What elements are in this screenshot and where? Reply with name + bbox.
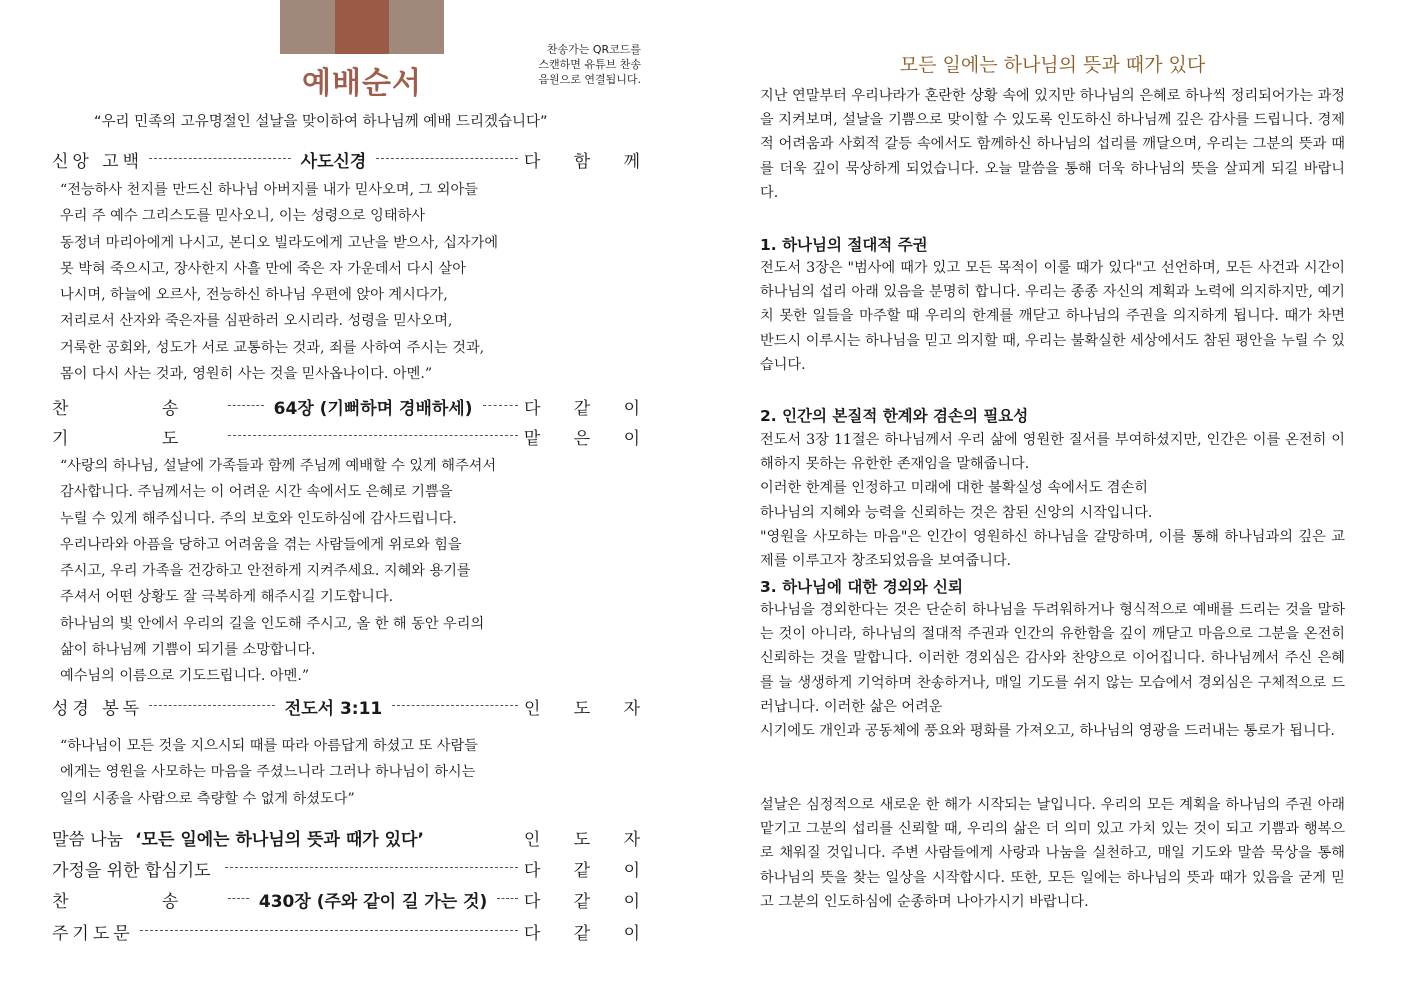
text-line: 누릴 수 있게 해주십니다. 주의 보호와 인도하심에 감사드립니다. — [60, 510, 457, 527]
order-label: 기 도 — [52, 428, 223, 449]
order-leader: 인 도 자 — [523, 698, 655, 719]
order-item: 430장 (주와 같이 길 가는 것) — [258, 891, 488, 912]
text-line: 하나님의 빛 안에서 우리의 길을 인도해 주시고, 올 한 해 동안 우리의 — [60, 615, 485, 632]
order-label: 가정을 위한 합심기도 — [52, 860, 211, 881]
leader-dots — [228, 405, 263, 407]
color-block — [280, 0, 335, 54]
text-line: 에게는 영원을 사모하는 마음을 주셨느니라 그러나 하나님이 하시는 — [60, 764, 476, 781]
section-paragraph: "영원을 사모하는 마음"은 인간이 영원하신 하나님을 갈망하며, 이를 통해 하나님과의 깊은 교제를 이루고자 창조되었음을 보여줍니다. — [760, 528, 1345, 570]
leader-dots — [228, 435, 518, 437]
text-line: 예수님의 이름으로 기도드립니다. 아멘.” — [60, 668, 310, 685]
text-line: 동정녀 마리아에게 나시고, 본디오 빌라도에게 고난을 받으사, 십자가에 — [60, 234, 499, 251]
text-line: 우리나라와 아픔을 당하고 어려움을 겪는 사람들에게 위로와 힘을 — [60, 536, 462, 553]
order-item: 사도신경 — [300, 151, 367, 172]
text-line: 우리 주 예수 그리스도를 믿사오니, 이는 성령으로 잉태하사 — [60, 208, 426, 225]
order-item: 전도서 3:11 — [284, 698, 383, 719]
creed-text — [60, 177, 638, 387]
text-line: 감사합니다. 주님께서는 이 어려운 시간 속에서도 은혜로 기쁨을 — [60, 484, 453, 501]
order-leader: 인 도 자 — [523, 829, 654, 850]
leader-dots — [392, 705, 518, 707]
leader-dots — [497, 898, 518, 900]
order-label: 주기도문 — [52, 923, 134, 944]
order-label: 신앙 고백 — [52, 151, 144, 172]
order-row-scripture — [52, 693, 655, 719]
order-leader: 다 같 이 — [523, 891, 654, 912]
text-line: 주셔서 어떤 상황도 잘 극복하게 해주시길 기도합니다. — [60, 589, 394, 606]
order-item: 64장 (기뻐하며 경배하세) — [273, 398, 473, 419]
order-row-family-prayer — [52, 855, 654, 881]
leader-dots — [228, 898, 249, 900]
text-line: “전능하사 천지를 만드신 하나님 아버지를 내가 믿사오며, 그 외아들 — [60, 182, 478, 198]
color-block — [389, 0, 444, 54]
closing-paragraph: 설날은 심정적으로 새로운 한 해가 시작되는 날입니다. 우리의 모든 계획을 하나님의 주권 아래 맡기고 그분의 섭리를 신뢰할 때, 우리의 삶은 더 의미 있고 가치 있는 것이 되고 기쁨과 행복으로 채워질 것입니다. 주변 사람들에게 사랑과 나눔을 실천하고, 매일 기도와 말씀 묵상을 통해 하나님의 뜻을 찾는 일상을 시작합시다. 또한, 모든 일에는 하나님의 뜻과 때가 있음을 굳게 믿고 그분의 인도하심에 순종하며 나아가시기 바랍니다. — [760, 797, 1345, 910]
order-row-lords-prayer — [52, 918, 654, 944]
text-line: 삶이 하나님께 기쁨이 되기를 소망합니다. — [60, 642, 316, 659]
qr-note-line: 스캔하면 유튜브 찬송 — [538, 58, 641, 71]
color-block — [335, 0, 390, 54]
text-line: 나시며, 하늘에 오르사, 전능하신 하나님 우편에 앉아 계시다가, — [60, 287, 448, 304]
qr-note-line: 찬송가는 QR코드를 — [546, 43, 641, 56]
text-line: 거룩한 공회와, 성도가 서로 교통하는 것과, 죄를 사하여 주시는 것과, — [60, 339, 485, 356]
section-body — [760, 598, 1345, 743]
scripture-text — [60, 733, 638, 812]
section-body — [760, 428, 1345, 573]
qr-note-line: 음원으로 연결됩니다. — [538, 73, 641, 86]
leader-dots — [376, 158, 518, 160]
section-heading: 2. 인간의 본질적 한계와 겸손의 필요성 — [760, 407, 1029, 425]
leader-dots — [225, 867, 518, 869]
leader-dots — [149, 705, 275, 707]
title-color-bar — [280, 0, 444, 54]
section-body: 전도서 3장은 "범사에 때가 있고 모든 목적이 이룰 때가 있다"고 선언하며, 모든 사건과 시간이 하나님의 섭리 아래 있음을 분명히 합니다. 우리는 종종 자신의 계획과 노력에 의지하지만, 예기치 못한 일들을 마주할 때 우리의 한계를 깨닫고 하나님의 주권을 의지하게 됩니다. 때가 차면 반드시 이루시는 하나님을 믿고 의지할 때, 우리는 불확실한 세상에서도 참된 평안을 누릴 수 있습니다. — [760, 260, 1345, 373]
order-row-prayer — [52, 423, 654, 449]
section-paragraph: 시기에도 개인과 공동체에 풍요와 평화를 가져오고, 하나님의 영광을 드러내는 통로가 됩니다. — [760, 723, 1335, 740]
section-paragraph: 하나님을 경외한다는 것은 단순히 하나님을 두려워하거나 형식적으로 예배를 드리는 것을 말하는 것이 아니라, 하나님의 절대적 주권과 인간의 유한함을 깊이 깨닫고 마음으로 그분을 온전히 신뢰하는 것을 말합니다. 이러한 경외심은 감사와 찬양으로 이어집니다. 하나님께서 주신 은혜를 늘 생생하게 기억하며 찬송하거나, 매일 기도를 쉬지 않는 모습에서 경외심은 구체적으로 드러납니다. 이러한 삶은 어려운 — [760, 602, 1345, 715]
order-label: 찬 송 — [52, 398, 223, 419]
order-row-hymn — [52, 393, 655, 419]
text-line: “하나님이 모든 것을 지으시되 때를 따라 아름답게 하셨고 또 사람들 — [60, 738, 478, 754]
order-label: 성경 봉독 — [52, 698, 144, 719]
order-label: 찬 송 — [52, 891, 223, 912]
order-row-sermon — [52, 824, 654, 850]
sermon-title: ‘모든 일에는 하나님의 뜻과 때가 있다’ — [135, 829, 424, 850]
order-label: 말씀 나눔 — [52, 829, 124, 850]
sermon-intro: 지난 연말부터 우리나라가 혼란한 상황 속에 있지만 하나님의 은혜로 하나씩 정리되어가는 과정을 지켜보며, 설날을 기쁨으로 맞이할 수 있도록 인도하신 하나님께 깊은 감사를 드립니다. 경제적 어려움과 사회적 갈등 속에서도 함께하신 하나님의 섭리를 깨달으며, 우리는 그분의 뜻과 때를 더욱 깊이 묵상하게 되었습니다. 오늘 말씀을 통해 더욱 하나님의 뜻을 살피게 되길 바랍니다. — [760, 88, 1345, 201]
order-row-hymn — [52, 886, 654, 912]
section-heading: 3. 하나님에 대한 경외와 신뢰 — [760, 578, 963, 596]
worship-order-title: 예배순서 — [302, 66, 422, 101]
qr-note — [495, 42, 641, 87]
order-leader: 다 함 께 — [523, 151, 654, 172]
leader-dots — [149, 158, 291, 160]
order-leader: 다 같 이 — [523, 860, 654, 881]
order-leader: 다 같 이 — [523, 398, 655, 419]
text-line: 몸이 다시 사는 것과, 영원히 사는 것을 믿사옵나이다. 아멘.” — [60, 366, 433, 383]
section-paragraph: 전도서 3장 11절은 하나님께서 우리 삶에 영원한 질서를 부여하셨지만, 인간은 이를 온전히 이해하지 못하는 유한한 존재임을 말해줍니다. — [760, 432, 1345, 473]
leader-dots — [140, 930, 518, 932]
leader-dots — [483, 405, 518, 407]
text-line: 주시고, 우리 가족을 건강하고 안전하게 지켜주세요. 지혜와 용기를 — [60, 563, 471, 580]
prayer-text — [60, 453, 638, 690]
order-leader: 맡 은 이 — [523, 428, 654, 449]
section-heading: 1. 하나님의 절대적 주권 — [760, 236, 928, 254]
order-leader: 다 같 이 — [523, 923, 654, 944]
sermon-heading: 모든 일에는 하나님의 뜻과 때가 있다 — [899, 54, 1206, 76]
section-paragraph: 하나님의 지혜와 능력을 신뢰하는 것은 참된 신앙의 시작입니다. — [760, 504, 1153, 521]
worship-intro: “우리 민족의 고유명절인 설날을 맞이하여 하나님께 예배 드리겠습니다” — [94, 114, 548, 130]
text-line: 못 박혀 죽으시고, 장사한지 사흘 만에 죽은 자 가운데서 다시 살아 — [60, 260, 466, 277]
text-line: 저리로서 산자와 죽은자를 심판하러 오시리라. 성령을 믿사오며, — [60, 313, 453, 330]
text-line: “사랑의 하나님, 설날에 가족들과 함께 주님께 예배할 수 있게 해주셔서 — [60, 458, 497, 474]
order-row-creed — [52, 146, 654, 172]
text-line: 일의 시종을 사람으로 측량할 수 없게 하셨도다” — [60, 790, 355, 807]
section-paragraph: 이러한 한계를 인정하고 미래에 대한 불확실성 속에서도 겸손히 — [760, 480, 1148, 497]
